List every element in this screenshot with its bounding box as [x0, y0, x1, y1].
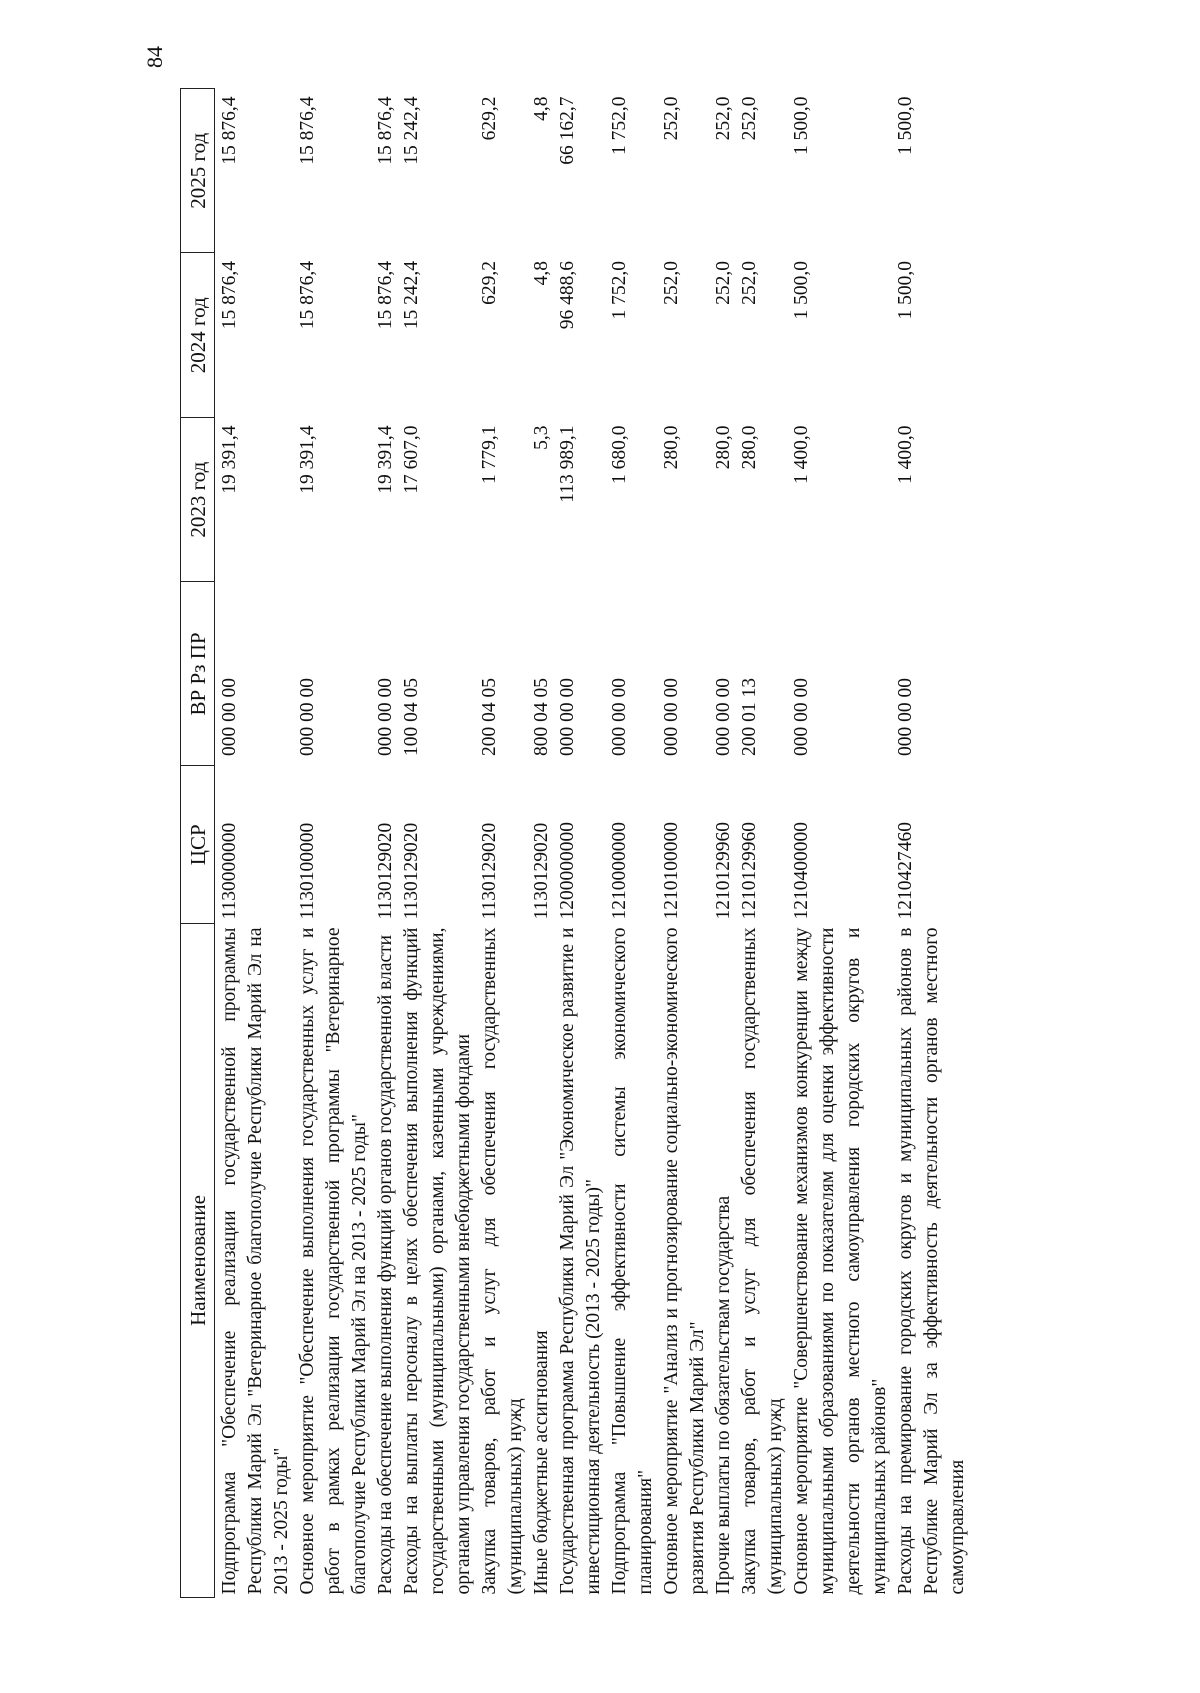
row-name: Основное мероприятие "Анализ и прогнозирование социально-экономического развития Республики Марий Эл"	[661, 927, 708, 1595]
row-value-2024: 15 876,4	[297, 261, 318, 330]
row-name: Основное мероприятие "Обеспечение выполнения государственных услуг и работ в рамках реализации государственной программы "Ветеринарное благополучие Республики Марий Эл на 2013 - 2025 годы"	[297, 927, 370, 1595]
row-value-2024: 252,0	[739, 261, 760, 305]
row-name: Прочие выплаты по обязательствам государства	[713, 1195, 734, 1595]
row-name: Расходы на премирование городских округов и муниципальных районов в Республике Марий Эл за эффективность деятельности органов местного самоуправления	[895, 927, 968, 1595]
row-name: Основное мероприятие "Совершенствование механизмов конкуренции между муниципальными образованиями по показателям для оценки эффективности деятельности органов местного самоуправления городских округов и муниципальных районов"	[791, 927, 890, 1595]
table-row	[295, 89, 373, 1598]
row-name: Закупка товаров, работ и услуг для обеспечения государственных (муниципальных) нужд	[479, 927, 526, 1595]
row-value-2023: 280,0	[661, 425, 682, 470]
table-row	[659, 89, 711, 1598]
row-value-2023: 280,0	[739, 425, 760, 470]
table-row	[399, 89, 477, 1598]
header-name: Наименование	[181, 924, 215, 1598]
row-value-2024: 1 752,0	[609, 261, 630, 320]
table-row	[529, 89, 555, 1598]
row-codes: 800 04 05	[531, 678, 552, 756]
row-value-2025: 15 876,4	[297, 96, 318, 165]
row-value-2023: 280,0	[713, 425, 734, 470]
row-value-2025: 1 752,0	[609, 96, 630, 155]
row-value-2024: 252,0	[661, 261, 682, 305]
row-csr: 1210129960	[739, 822, 760, 920]
row-value-2025: 252,0	[713, 96, 734, 141]
row-value-2025: 4,8	[531, 96, 552, 121]
header-2025: 2025 год	[181, 89, 215, 254]
row-csr: 1130129020	[479, 822, 500, 920]
table-row	[789, 89, 893, 1598]
row-name: Государственная программа Республики Марий Эл "Экономическое развитие и инвестиционная деятельность (2013 - 2025 годы)"	[557, 927, 604, 1595]
row-csr: 1210000000	[609, 822, 630, 920]
row-value-2025: 15 876,4	[219, 96, 240, 165]
row-value-2024: 96 488,6	[557, 261, 578, 330]
row-codes: 000 00 00	[895, 678, 916, 756]
row-codes: 000 00 00	[557, 678, 578, 756]
row-name: Подпрограмма "Обеспечение реализации государственной программы Республики Марий Эл "Ветеринарное благополучие Республики Марий Эл на 2013 - 2025 годы"	[219, 927, 292, 1595]
table-row	[215, 89, 296, 1598]
row-value-2024: 1 500,0	[895, 261, 916, 320]
row-csr: 1130129020	[531, 822, 552, 920]
table-row	[893, 89, 971, 1598]
row-codes: 000 00 00	[791, 678, 812, 756]
table-row	[477, 89, 529, 1598]
row-value-2025: 252,0	[739, 96, 760, 141]
table-row	[555, 89, 607, 1598]
table-row	[373, 89, 399, 1598]
row-csr: 1210427460	[895, 822, 916, 920]
row-value-2024: 4,8	[531, 261, 552, 286]
row-value-2025: 66 162,7	[557, 96, 578, 165]
header-csr: ЦСР	[181, 766, 215, 924]
row-value-2024: 15 876,4	[375, 261, 396, 330]
row-csr: 1130100000	[297, 822, 318, 920]
row-value-2023: 19 391,4	[375, 425, 396, 494]
row-codes: 100 04 05	[401, 678, 422, 756]
row-value-2023: 19 391,4	[297, 425, 318, 494]
row-value-2024: 1 500,0	[791, 261, 812, 320]
row-csr: 1130129020	[375, 822, 396, 920]
row-value-2024: 15 876,4	[219, 261, 240, 330]
row-value-2025: 1 500,0	[791, 96, 812, 155]
header-2024: 2024 год	[181, 253, 215, 417]
table-row	[737, 89, 789, 1598]
row-value-2024: 15 242,4	[401, 261, 422, 330]
row-value-2023: 1 400,0	[895, 425, 916, 484]
row-name: Расходы на обеспечение выполнения функций органов государственной власти	[375, 934, 396, 1595]
row-value-2023: 1 779,1	[479, 425, 500, 484]
row-codes: 200 04 05	[479, 678, 500, 756]
row-codes: 000 00 00	[661, 678, 682, 756]
row-value-2023: 17 607,0	[401, 425, 422, 494]
row-value-2025: 252,0	[661, 96, 682, 141]
row-value-2023: 1 400,0	[791, 425, 812, 484]
budget-table	[180, 88, 971, 1598]
row-csr: 1130000000	[219, 822, 240, 920]
row-codes: 000 00 00	[375, 678, 396, 756]
row-value-2025: 15 876,4	[375, 96, 396, 165]
row-value-2023: 1 680,0	[609, 425, 630, 484]
header-2023: 2023 год	[181, 417, 215, 581]
row-value-2024: 629,2	[479, 261, 500, 305]
row-value-2025: 1 500,0	[895, 96, 916, 155]
table-header-row	[181, 89, 215, 1598]
row-csr: 1210129960	[713, 822, 734, 920]
row-value-2024: 252,0	[713, 261, 734, 305]
table-row	[711, 89, 737, 1598]
row-value-2025: 629,2	[479, 96, 500, 141]
header-codes: ВР Рз ПР	[181, 582, 215, 766]
row-codes: 200 01 13	[739, 678, 760, 756]
row-value-2023: 113 989,1	[557, 425, 578, 503]
page-number: 84	[142, 46, 167, 68]
row-value-2023: 19 391,4	[219, 425, 240, 494]
row-codes: 000 00 00	[713, 678, 734, 756]
row-codes: 000 00 00	[219, 678, 240, 756]
row-csr: 1210100000	[661, 822, 682, 920]
row-value-2025: 15 242,4	[401, 96, 422, 165]
table-row	[607, 89, 659, 1598]
row-name: Расходы на выплаты персоналу в целях обеспечения выполнения функций государственными (муниципальными) органами, казенными учреждениями, органами управления государственными внебюджетными фондами	[401, 927, 474, 1595]
row-codes: 000 00 00	[297, 678, 318, 756]
row-csr: 1210400000	[791, 822, 812, 920]
row-name: Подпрограмма "Повышение эффективности системы экономического планирования"	[609, 927, 656, 1595]
row-name: Иные бюджетные ассигнования	[531, 1330, 552, 1595]
row-csr: 1200000000	[557, 822, 578, 920]
table-body	[215, 89, 972, 1598]
row-name: Закупка товаров, работ и услуг для обеспечения государственных (муниципальных) нужд	[739, 927, 786, 1595]
row-csr: 1130129020	[401, 822, 422, 920]
row-codes: 000 00 00	[609, 678, 630, 756]
row-value-2023: 5,3	[531, 425, 552, 450]
